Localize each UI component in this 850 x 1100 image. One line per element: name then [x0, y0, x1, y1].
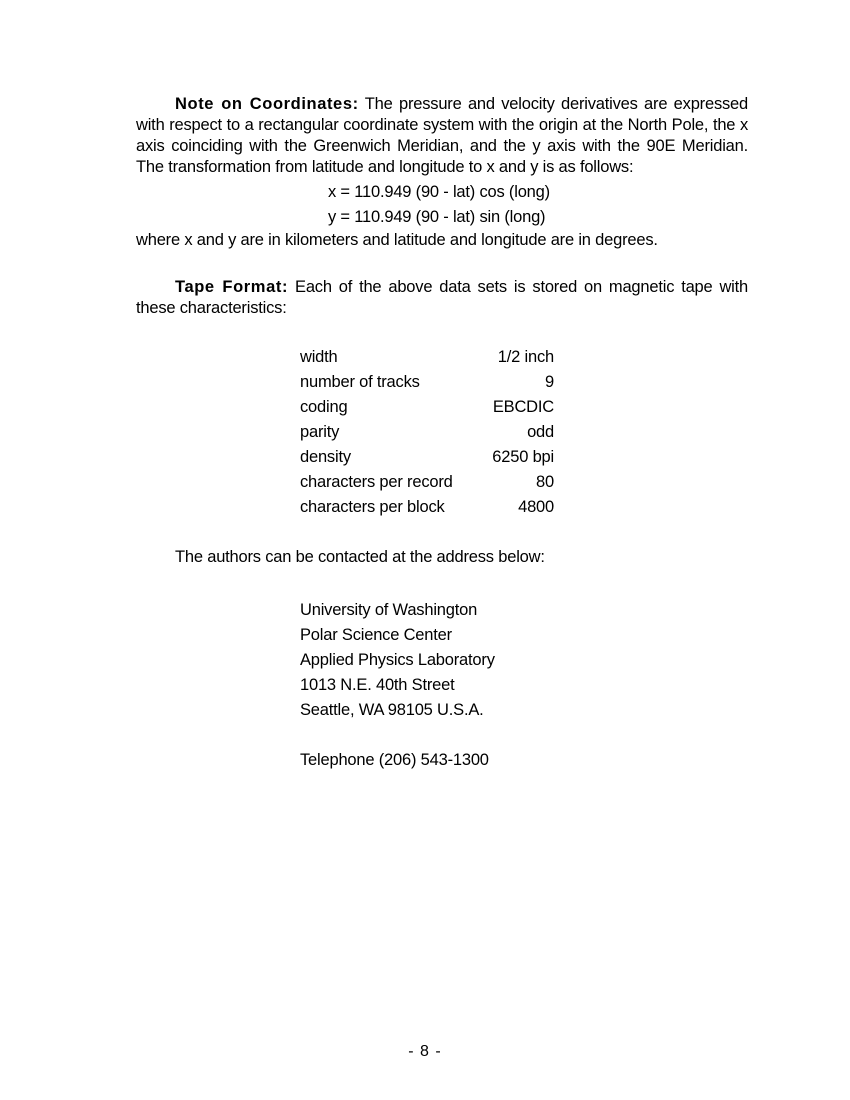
- row-value: 1/2 inch: [497, 348, 554, 366]
- address-line: 1013 N.E. 40th Street: [300, 676, 455, 694]
- table-row: [300, 395, 554, 420]
- address-line: Applied Physics Laboratory: [300, 651, 495, 669]
- row-label: coding: [300, 398, 348, 416]
- contact-intro: [136, 547, 748, 568]
- row-value: 4800: [518, 498, 554, 516]
- coordinate-equations: [328, 180, 748, 230]
- row-label: density: [300, 448, 351, 466]
- tape-format-paragraph: [136, 277, 748, 319]
- table-row: [300, 495, 554, 520]
- contact-address: [300, 598, 748, 723]
- equation-y: y = 110.949 (90 - lat) sin (long): [328, 208, 546, 226]
- tape-characteristics-table: [300, 345, 554, 520]
- row-label: characters per record: [300, 473, 453, 491]
- table-row: [300, 470, 554, 495]
- table-row: [300, 445, 554, 470]
- table-row: [300, 420, 554, 445]
- page-number: - 8 -: [408, 1043, 442, 1060]
- row-label: width: [300, 348, 338, 366]
- note-on-coordinates-body: The pressure and velocity derivatives are expressed with respect to a rectangular coordinate system with the origin at the North Pole, the x axis coinciding with the Greenwich Meridian, and the y axis with the 90E Meridian. The transformation from latitude and longitude to x and y is as follows:: [136, 95, 748, 176]
- table-row: [300, 370, 554, 395]
- tape-format-lead: Tape Format:: [175, 278, 289, 296]
- address-line: Seattle, WA 98105 U.S.A.: [300, 701, 484, 719]
- row-value: EBCDIC: [492, 398, 554, 416]
- address-line: University of Washington: [300, 601, 478, 619]
- contact-intro-text: The authors can be contacted at the address below:: [175, 548, 545, 566]
- row-value: 80: [536, 473, 554, 491]
- row-value: odd: [527, 423, 554, 441]
- equation-x: x = 110.949 (90 - lat) cos (long): [328, 183, 550, 201]
- row-value: 9: [545, 373, 554, 391]
- row-label: characters per block: [300, 498, 445, 516]
- note-on-coordinates-lead: Note on Coordinates:: [175, 95, 359, 113]
- address-line: Polar Science Center: [300, 626, 452, 644]
- row-value: 6250 bpi: [492, 448, 554, 466]
- row-label: number of tracks: [300, 373, 420, 391]
- document-content: [136, 94, 748, 773]
- where-clause: where x and y are in kilometers and latitude and longitude are in degrees.: [136, 231, 658, 249]
- note-on-coordinates-paragraph: [136, 94, 748, 178]
- telephone-line: Telephone (206) 543-1300: [300, 751, 489, 769]
- tape-format-body: Each of the above data sets is stored on magnetic tape with these characteristics:: [136, 278, 748, 317]
- table-row: [300, 345, 554, 370]
- row-label: parity: [300, 423, 340, 441]
